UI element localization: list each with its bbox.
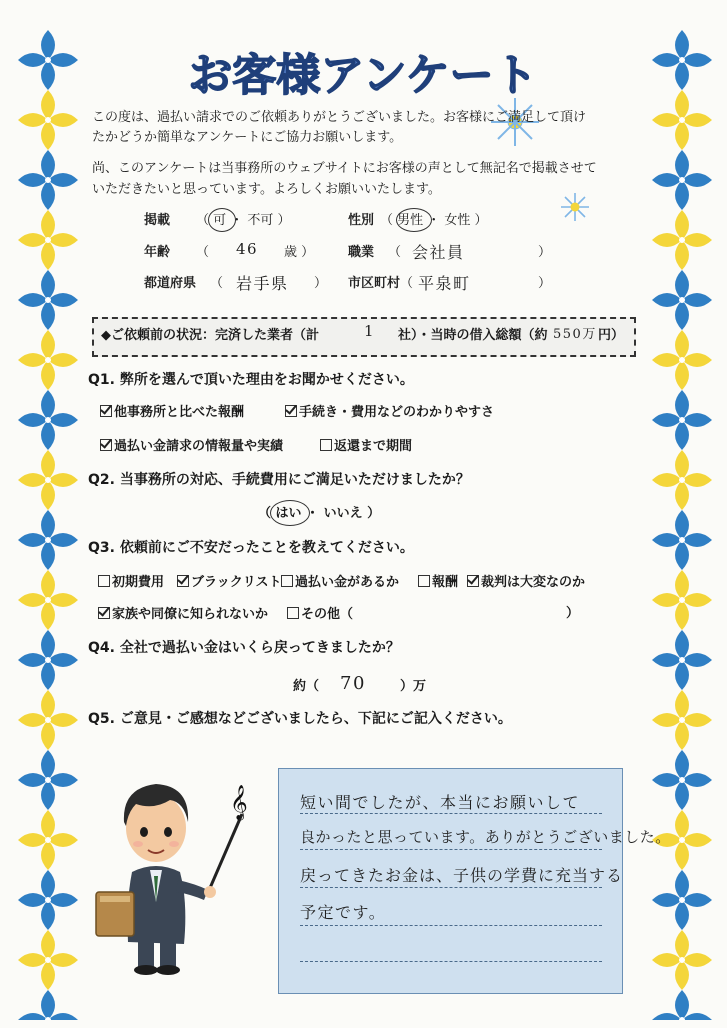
border-petal [675, 510, 689, 540]
border-petal [41, 510, 55, 540]
q1-checkbox-3[interactable] [100, 439, 112, 451]
left-decorative-border [18, 30, 78, 1020]
border-petal [18, 533, 48, 547]
q3-option-2-label: ブラックリスト [191, 575, 282, 590]
border-petal [41, 420, 55, 450]
svg-text:𝄞: 𝄞 [230, 785, 248, 820]
border-petal [48, 533, 78, 547]
border-petal [41, 810, 55, 840]
publish-circle-mark [208, 208, 236, 232]
q1-checkbox-2[interactable] [285, 405, 297, 417]
border-petal [675, 570, 689, 600]
border-petal [41, 360, 55, 390]
border-petal [652, 953, 682, 967]
comment-line-1: 短い間でしたが、本当にお願いして [300, 793, 581, 812]
q3-checkbox-1[interactable] [98, 575, 110, 587]
border-petal [675, 630, 689, 660]
border-petal [675, 450, 689, 480]
border-petal-center [45, 717, 51, 723]
border-petal-center [679, 237, 685, 243]
q1-option-1-label: 他事務所と比べた報酬 [114, 405, 245, 420]
q3-option-4-label: 報酬 [432, 575, 459, 590]
border-petal [48, 833, 78, 847]
border-petal [18, 353, 48, 367]
border-petal [41, 780, 55, 810]
q5-question: Q5. ご意見・ご感想などございましたら、下記にご記入ください。 [88, 711, 512, 727]
border-petal [48, 653, 78, 667]
border-petal-center [679, 897, 685, 903]
city-value[interactable]: 平泉町 [418, 274, 471, 293]
border-petal [41, 540, 55, 570]
border-petal [675, 180, 689, 210]
gender-options[interactable]: （ 男性 ・ 女性 ） [380, 213, 488, 228]
border-petal-center [679, 357, 685, 363]
q4-question: Q4. 全社で過払い金はいくら戻ってきましたか？ [88, 640, 400, 656]
border-petal [682, 353, 712, 367]
border-petal [41, 330, 55, 360]
border-petal-center [679, 777, 685, 783]
border-petal [18, 173, 48, 187]
border-petal [41, 30, 55, 60]
border-petal [18, 293, 48, 307]
border-petal [675, 120, 689, 150]
right-decorative-border [652, 30, 712, 1020]
status-mid: 社）・当時の借入総額（約 [398, 328, 548, 343]
border-petal-center [679, 177, 685, 183]
age-label: 年齢 [144, 245, 171, 260]
border-petal [48, 1013, 78, 1020]
border-petal [18, 953, 48, 967]
border-petal [675, 90, 689, 120]
border-petal [41, 270, 55, 300]
comment-line-2: 良かったと思っています。ありがとうございました。 [300, 828, 671, 846]
border-petal [48, 173, 78, 187]
border-petal [675, 660, 689, 690]
intro-line-4: いただきたいと思っています。よろしくお願いいたします。 [92, 182, 441, 197]
q3-checkbox-5[interactable] [467, 575, 479, 587]
q3-option-1[interactable] [98, 575, 164, 589]
border-petal [41, 750, 55, 780]
q1-option-1[interactable] [100, 405, 244, 419]
border-petal [48, 233, 78, 247]
border-petal [41, 240, 55, 270]
q3-option-3[interactable] [281, 575, 399, 589]
border-petal [675, 930, 689, 960]
border-petal [675, 600, 689, 630]
border-petal [18, 833, 48, 847]
job-label: 職業 [348, 245, 375, 260]
border-petal [48, 473, 78, 487]
q3-other-close: ） [566, 606, 580, 621]
border-petal [652, 413, 682, 427]
q3-checkbox-7[interactable] [287, 607, 299, 619]
border-petal-center [45, 777, 51, 783]
border-petal [48, 113, 78, 127]
border-petal-center [679, 657, 685, 663]
border-petal [675, 900, 689, 930]
q2-answer[interactable]: （ はい ・ いいえ ） [258, 506, 381, 521]
border-petal [18, 1013, 48, 1020]
comment-rule-4 [300, 925, 602, 926]
comment-rule-3 [300, 887, 602, 888]
age-value[interactable]: 46 [236, 240, 259, 258]
border-petal [18, 53, 48, 67]
prefecture-label: 都道府県 [144, 276, 197, 291]
border-petal [48, 593, 78, 607]
border-petal [652, 53, 682, 67]
border-petal-center [679, 297, 685, 303]
border-petal [675, 780, 689, 810]
border-petal [48, 293, 78, 307]
border-petal [41, 90, 55, 120]
border-petal-center [679, 717, 685, 723]
border-petal [675, 300, 689, 330]
border-petal [682, 113, 712, 127]
q3-option-3-label: 過払い金があるか [295, 575, 400, 590]
border-petal [675, 270, 689, 300]
border-petal [675, 480, 689, 510]
border-petal [41, 660, 55, 690]
border-petal [675, 60, 689, 90]
q2-question: Q2. 当事務所の対応、手続費用にご満足いただけましたか？ [88, 472, 470, 488]
border-petal-center [679, 57, 685, 63]
border-petal [675, 390, 689, 420]
border-petal [675, 210, 689, 240]
border-petal [675, 360, 689, 390]
q3-option-2[interactable] [177, 575, 281, 589]
border-petal [18, 473, 48, 487]
comment-line-3: 戻ってきたお金は、子供の学費に充当する [300, 866, 624, 885]
border-petal-center [45, 657, 51, 663]
border-petal-center [679, 537, 685, 543]
border-petal [682, 833, 712, 847]
border-petal-center [679, 957, 685, 963]
border-petal [41, 720, 55, 750]
comment-line-4: 予定です。 [300, 903, 387, 922]
comment-rule-2 [300, 849, 602, 850]
border-petal [682, 953, 712, 967]
border-petal [652, 653, 682, 667]
border-petal [682, 533, 712, 547]
border-petal-center [45, 297, 51, 303]
border-petal-center [45, 597, 51, 603]
gender-label: 性別 [348, 213, 375, 228]
border-petal [48, 713, 78, 727]
status-company-count[interactable]: 1 [364, 322, 376, 340]
age-open-paren: （ [196, 245, 210, 260]
border-petal [652, 773, 682, 787]
intro-line-1: この度は、過払い請求でのご依頼ありがとうございました。お客様にご満足して頂け [92, 110, 587, 125]
border-petal-center [45, 477, 51, 483]
border-petal [675, 810, 689, 840]
border-petal-center [679, 837, 685, 843]
border-petal-center [679, 597, 685, 603]
q3-option-6[interactable] [98, 607, 268, 621]
border-petal-center [45, 177, 51, 183]
border-petal [41, 300, 55, 330]
status-amount[interactable]: 550万 [553, 327, 597, 342]
border-petal [48, 893, 78, 907]
border-petal [675, 240, 689, 270]
q4-refund-value[interactable]: 70 [340, 673, 366, 694]
status-prefix: ◆ご依頼前の状況：完済した業者（計 [101, 328, 319, 343]
border-petal-center [45, 417, 51, 423]
border-petal [41, 390, 55, 420]
border-petal [48, 53, 78, 67]
border-petal [675, 30, 689, 60]
border-petal [41, 60, 55, 90]
q3-checkbox-6[interactable] [98, 607, 110, 619]
border-petal [682, 593, 712, 607]
border-petal [41, 150, 55, 180]
border-petal [41, 870, 55, 900]
border-petal [18, 893, 48, 907]
q3-checkbox-2[interactable] [177, 575, 189, 587]
border-petal [18, 113, 48, 127]
border-petal [41, 600, 55, 630]
border-petal [675, 750, 689, 780]
q3-checkbox-4[interactable] [418, 575, 430, 587]
border-petal-center [45, 357, 51, 363]
status-suffix: 円） [598, 328, 625, 343]
border-petal-center [45, 837, 51, 843]
border-petal [682, 233, 712, 247]
gender-circle-mark [396, 208, 432, 232]
border-petal [48, 413, 78, 427]
border-petal-center [679, 477, 685, 483]
border-petal [41, 960, 55, 990]
q3-option-1-label: 初期費用 [112, 575, 165, 590]
border-petal-center [45, 897, 51, 903]
border-petal [18, 413, 48, 427]
border-petal [18, 233, 48, 247]
border-petal [682, 773, 712, 787]
publish-label: 掲載 [144, 213, 171, 228]
q3-option-5[interactable] [467, 575, 585, 589]
pref-open-paren: （ [210, 276, 224, 291]
border-petal-center [679, 417, 685, 423]
teacher-illustration [92, 752, 268, 976]
job-value[interactable]: 会社員 [412, 243, 465, 262]
border-petal [652, 713, 682, 727]
border-petal [41, 690, 55, 720]
border-petal-center [679, 117, 685, 123]
border-petal [652, 173, 682, 187]
border-petal [675, 330, 689, 360]
border-petal [18, 713, 48, 727]
border-petal [41, 900, 55, 930]
border-petal [682, 653, 712, 667]
border-petal [41, 930, 55, 960]
border-petal [652, 533, 682, 547]
q1-option-4[interactable] [320, 439, 412, 453]
q3-checkbox-3[interactable] [281, 575, 293, 587]
border-petal [682, 473, 712, 487]
publish-options[interactable]: （ 可 ・ 不可 ） [196, 213, 291, 228]
border-petal [41, 210, 55, 240]
border-petal [41, 570, 55, 600]
border-petal [682, 713, 712, 727]
border-petal [18, 653, 48, 667]
border-petal-center [45, 117, 51, 123]
pref-close-paren: ） [314, 276, 328, 291]
border-petal [48, 773, 78, 787]
q1-checkbox-1[interactable] [100, 405, 112, 417]
border-petal [675, 150, 689, 180]
border-petal-center [45, 57, 51, 63]
survey-title-text: お客様アンケート [188, 51, 538, 100]
border-petal [682, 413, 712, 427]
border-petal [48, 953, 78, 967]
border-petal [652, 1013, 682, 1020]
border-petal [675, 720, 689, 750]
q3-option-5-label: 裁判は大変なのか [481, 575, 586, 590]
q1-option-2-label: 手続き・費用などのわかりやすさ [299, 405, 495, 420]
border-petal [682, 173, 712, 187]
border-petal [682, 893, 712, 907]
border-petal [652, 593, 682, 607]
border-petal [41, 480, 55, 510]
q3-option-4[interactable] [418, 575, 458, 589]
border-petal [682, 293, 712, 307]
border-petal [41, 120, 55, 150]
prefecture-value[interactable]: 岩手県 [236, 274, 289, 293]
border-petal [675, 960, 689, 990]
q1-option-3[interactable] [100, 439, 283, 453]
border-petal [41, 840, 55, 870]
q1-option-3-label: 過払い金請求の情報量や実績 [114, 439, 284, 454]
intro-line-2: たかどうか簡単なアンケートにご協力お願いします。 [92, 130, 403, 145]
age-suffix: 歳 ） [284, 245, 315, 260]
q1-question: Q1. 弊所を選んで頂いた理由をお聞かせください。 [88, 372, 414, 388]
border-petal-center [45, 957, 51, 963]
comment-rule-5 [300, 961, 602, 962]
q4-suffix: ）万 [400, 679, 427, 694]
border-petal [41, 450, 55, 480]
border-petal [48, 353, 78, 367]
q2-circle-mark [270, 500, 310, 526]
border-petal [675, 540, 689, 570]
job-open-paren: （ [388, 245, 402, 260]
border-petal [675, 420, 689, 450]
sparkle-decoration-small [558, 190, 592, 224]
border-petal [682, 1013, 712, 1020]
q3-option-6-label: 家族や同僚に知られないか [112, 607, 269, 622]
city-open-paren: （ [400, 276, 414, 291]
border-petal [652, 293, 682, 307]
city-label: 市区町村 [348, 276, 401, 291]
q3-option-7-label: その他（ [301, 607, 354, 622]
q1-option-2[interactable] [285, 405, 494, 419]
q1-option-4-label: 返還まで期間 [334, 439, 413, 454]
border-petal-center [45, 237, 51, 243]
border-petal [41, 630, 55, 660]
border-petal [652, 233, 682, 247]
job-close-paren: ） [538, 245, 552, 260]
border-petal [652, 473, 682, 487]
border-petal [18, 593, 48, 607]
border-petal [18, 773, 48, 787]
border-petal [652, 113, 682, 127]
intro-line-3: 尚、このアンケートは当事務所のウェブサイトにお客様の声として無記名で掲載させて [92, 161, 597, 176]
border-petal [675, 840, 689, 870]
border-petal-center [45, 537, 51, 543]
q3-option-7[interactable] [287, 607, 353, 621]
border-petal [675, 690, 689, 720]
q3-question: Q3. 依頼前にご不安だったことを教えてください。 [88, 540, 414, 556]
border-petal [41, 990, 55, 1020]
border-petal [682, 53, 712, 67]
border-petal [675, 870, 689, 900]
sparkle-decoration [470, 90, 560, 160]
q4-prefix: 約（ [293, 679, 320, 694]
border-petal [41, 180, 55, 210]
comment-rule-1 [300, 813, 602, 814]
q1-checkbox-4[interactable] [320, 439, 332, 451]
border-petal [675, 990, 689, 1020]
border-petal [652, 893, 682, 907]
city-close-paren: ） [538, 276, 552, 291]
border-petal [652, 353, 682, 367]
